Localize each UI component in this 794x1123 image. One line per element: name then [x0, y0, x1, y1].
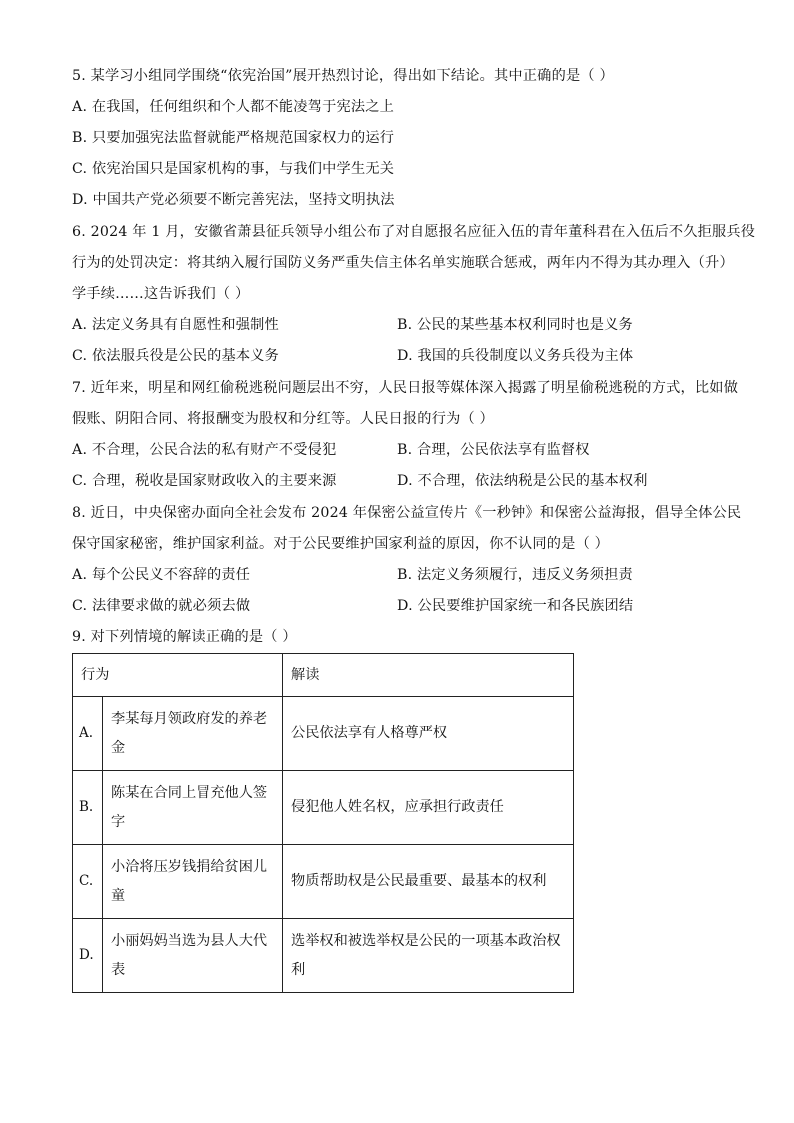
q8-option-d: D. 公民要维护国家统一和各民族团结 — [397, 598, 634, 614]
behavior-line2: 字 — [111, 813, 126, 830]
q5-option-b: B. 只要加强宪法监督就能严格规范国家权力的运行 — [72, 130, 395, 146]
behavior-line1: 小丽妈妈当选为县人大代 — [111, 932, 268, 949]
q6-option-c: C. 依法服兵役是公民的基本义务 — [72, 348, 280, 364]
behavior-line1: 李某每月领政府发的养老 — [111, 710, 268, 727]
row-behavior — [103, 845, 283, 919]
q7-option-d: D. 不合理，依法纳税是公民的基本权利 — [397, 473, 648, 489]
q5-option-d: D. 中国共产党必须要不断完善宪法，坚持文明执法 — [72, 192, 395, 208]
q7-stem-line2: 假账、阴阳合同、将报酬变为股权和分红等。人民日报的行为（ ） — [72, 411, 494, 427]
table-row — [73, 919, 574, 993]
behavior-line2: 童 — [111, 887, 126, 904]
table-row — [73, 697, 574, 771]
behavior-line1: 小洽将压岁钱捐给贫困儿 — [111, 858, 268, 875]
row-letter: D. — [73, 919, 103, 993]
q8-option-b: B. 法定义务须履行，违反义务须担责 — [397, 567, 633, 583]
row-interpretation: 物质帮助权是公民最重要、最基本的权利 — [283, 845, 574, 919]
table-row — [73, 845, 574, 919]
q7-option-c: C. 合理，税收是国家财政收入的主要来源 — [72, 473, 337, 489]
q8-option-c: C. 法律要求做的就必须去做 — [72, 598, 251, 614]
row-behavior — [103, 771, 283, 845]
behavior-line1: 陈某在合同上冒充他人签 — [111, 784, 268, 801]
row-behavior — [103, 697, 283, 771]
q8-stem-line2: 保守国家秘密，维护国家利益。对于公民要维护国家利益的原因，你不认同的是（ ） — [72, 536, 610, 552]
q6-stem-line3: 学手续……这告诉我们（ ） — [72, 286, 250, 302]
q5-option-c: C. 依宪治国只是国家机构的事，与我们中学生无关 — [72, 161, 395, 177]
behavior-line2: 表 — [111, 961, 126, 978]
row-letter: A. — [73, 697, 103, 771]
q8-stem-line1: 8. 近日，中央保密办面向全社会发布 2024 年保密公益宣传片《一秒钟》和保密公益海报，倡导全体公民 — [72, 505, 742, 521]
behavior-line2: 金 — [111, 739, 126, 756]
row-interpretation: 侵犯他人姓名权，应承担行政责任 — [283, 771, 574, 845]
q8-option-a: A. 每个公民义不容辞的责任 — [72, 567, 251, 583]
header-interpretation: 解读 — [283, 654, 574, 697]
row-letter: C. — [73, 845, 103, 919]
table-header-row — [73, 654, 574, 697]
q6-option-d: D. 我国的兵役制度以义务兵役为主体 — [397, 348, 634, 364]
q6-option-b: B. 公民的某些基本权利同时也是义务 — [397, 317, 633, 333]
q6-option-a: A. 法定义务具有自愿性和强制性 — [72, 317, 279, 333]
table-row — [73, 771, 574, 845]
q5-stem: 5. 某学习小组同学围绕“依宪治国”展开热烈讨论，得出如下结论。其中正确的是（ ） — [72, 68, 614, 84]
q5-option-a: A. 在我国，任何组织和个人都不能凌驾于宪法之上 — [72, 99, 395, 115]
q9-stem: 9. 对下列情境的解读正确的是（ ） — [72, 629, 297, 645]
q6-stem-line2: 行为的处罚决定：将其纳入履行国防义务严重失信主体名单实施联合惩戒，两年内不得为其办理入（升） — [72, 255, 734, 271]
q9-table — [72, 653, 574, 993]
q7-option-b: B. 合理，公民依法享有监督权 — [397, 442, 590, 458]
row-behavior — [103, 919, 283, 993]
q7-stem-line1: 7. 近年来，明星和网红偷税逃税问题层出不穷，人民日报等媒体深入揭露了明星偷税逃税的方式，比如做 — [72, 380, 739, 396]
row-letter: B. — [73, 771, 103, 845]
q7-option-a: A. 不合理，公民合法的私有财产不受侵犯 — [72, 442, 337, 458]
interp-line1: 选举权和被选举权是公民的一项基本政治权 — [291, 932, 561, 949]
header-behavior: 行为 — [73, 654, 283, 697]
q6-stem-line1: 6. 2024 年 1 月，安徽省萧县征兵领导小组公布了对自愿报名应征入伍的青年董科君在入伍后不久拒服兵役 — [72, 224, 756, 240]
row-interpretation — [283, 919, 574, 993]
interp-line2: 利 — [291, 961, 306, 978]
row-interpretation: 公民依法享有人格尊严权 — [283, 697, 574, 771]
